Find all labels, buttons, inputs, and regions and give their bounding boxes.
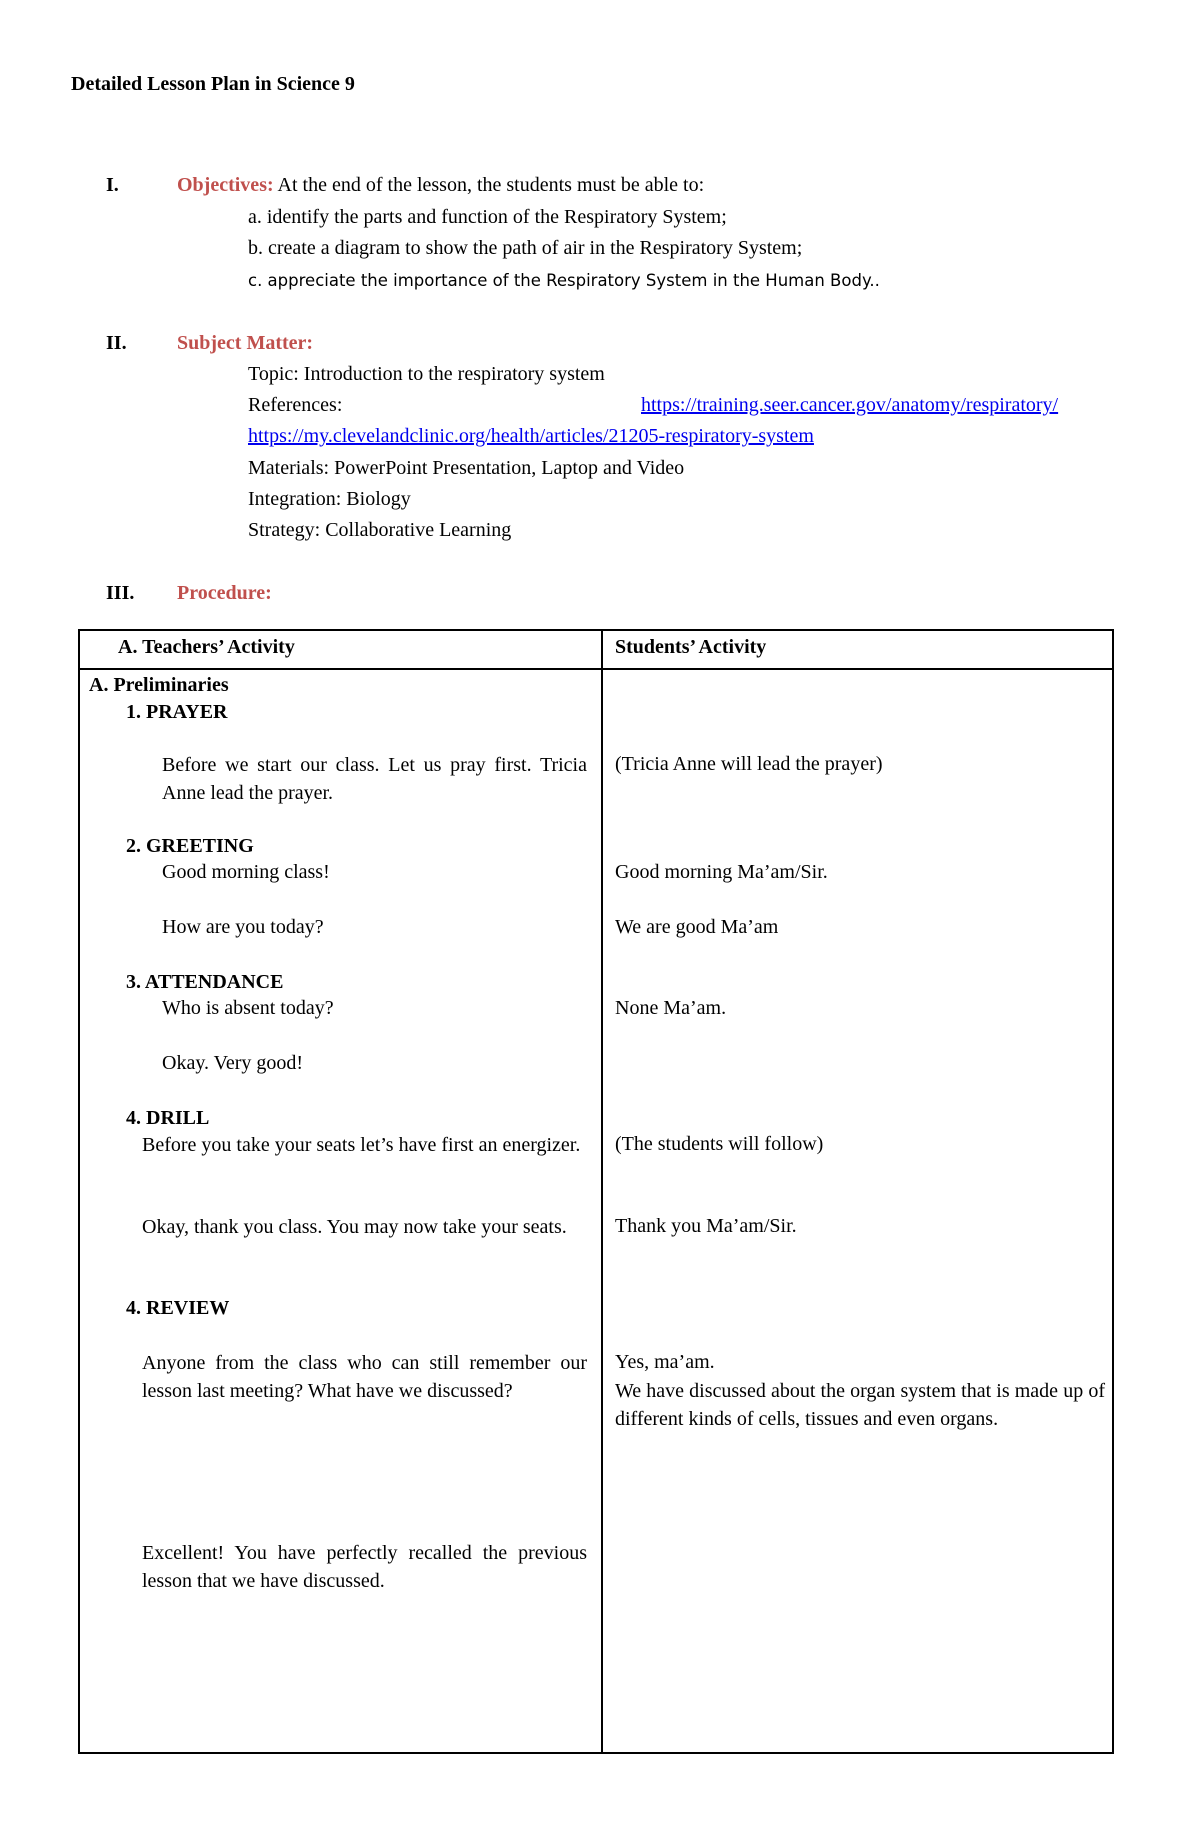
objectives-intro: At the end of the lesson, the students must be able to: <box>277 174 705 196</box>
table-header-divider <box>80 668 1112 670</box>
table-column-divider <box>601 631 603 1752</box>
greeting-teacher-text-2: How are you today? <box>162 916 324 938</box>
objectives-number: I. <box>106 174 119 196</box>
drill-students-text-1: (The students will follow) <box>615 1133 824 1155</box>
greeting-heading: 2. GREETING <box>126 835 254 857</box>
objective-item-a: a. identify the parts and function of the Respiratory System; <box>248 206 727 228</box>
drill-heading: 4. DRILL <box>126 1107 210 1129</box>
procedure-table <box>78 629 1114 1754</box>
drill-teacher-text-2: Okay, thank you class. You may now take your seats. <box>142 1216 567 1238</box>
review-students-text-1a: Yes, ma’am. <box>615 1351 715 1373</box>
students-activity-header: Students’ Activity <box>615 636 767 658</box>
objectives-heading: Objectives: <box>177 174 274 196</box>
attendance-teacher-text-1: Who is absent today? <box>162 997 334 1019</box>
review-teacher-text-2: Excellent! You have perfectly recalled the previous lesson that we have discussed. <box>142 1542 587 1592</box>
references-label: References: <box>248 394 343 416</box>
drill-students-text-2: Thank you Ma’am/Sir. <box>615 1215 797 1237</box>
preliminaries-heading: A. Preliminaries <box>89 674 229 696</box>
topic-line: Topic: Introduction to the respiratory system <box>248 363 605 385</box>
review-heading: 4. REVIEW <box>126 1297 230 1319</box>
objective-item-c: c. appreciate the importance of the Respiratory System in the Human Body.. <box>248 271 880 290</box>
attendance-teacher-text-2: Okay. Very good! <box>162 1052 304 1074</box>
objective-item-b: b. create a diagram to show the path of air in the Respiratory System; <box>248 237 803 259</box>
materials-line: Materials: PowerPoint Presentation, Laptop and Video <box>248 457 685 479</box>
review-students-text-1b: We have discussed about the organ system that is made up of different kinds of cells, tissues and even organs. <box>615 1380 1105 1430</box>
prayer-teacher-text: Before we start our class. Let us pray first. Tricia Anne lead the prayer. <box>162 754 587 804</box>
drill-teacher-text-1: Before you take your seats let’s have first an energizer. <box>142 1134 581 1156</box>
objectives-line <box>177 174 704 197</box>
greeting-students-text-1: Good morning Ma’am/Sir. <box>615 861 828 883</box>
prayer-heading: 1. PRAYER <box>126 701 228 723</box>
attendance-students-text-1: None Ma’am. <box>615 997 727 1019</box>
teachers-activity-header: A. Teachers’ Activity <box>118 636 295 658</box>
reference-link-seer[interactable]: https://training.seer.cancer.gov/anatomy/respiratory/ <box>641 394 1059 416</box>
subject-matter-heading: Subject Matter: <box>177 332 314 354</box>
procedure-heading: Procedure: <box>177 582 272 604</box>
prayer-students-text: (Tricia Anne will lead the prayer) <box>615 753 883 775</box>
reference-link-cleveland[interactable]: https://my.clevelandclinic.org/health/articles/21205-respiratory-system <box>248 425 814 447</box>
procedure-number: III. <box>106 582 135 604</box>
greeting-students-text-2: We are good Ma’am <box>615 916 779 938</box>
document-title: Detailed Lesson Plan in Science 9 <box>71 73 355 95</box>
integration-line: Integration: Biology <box>248 488 411 510</box>
strategy-line: Strategy: Collaborative Learning <box>248 519 512 541</box>
attendance-heading: 3. ATTENDANCE <box>126 971 284 993</box>
subject-matter-number: II. <box>106 332 127 354</box>
review-teacher-text-1: Anyone from the class who can still remember our lesson last meeting? What have we discussed? <box>142 1352 587 1402</box>
greeting-teacher-text-1: Good morning class! <box>162 861 330 883</box>
